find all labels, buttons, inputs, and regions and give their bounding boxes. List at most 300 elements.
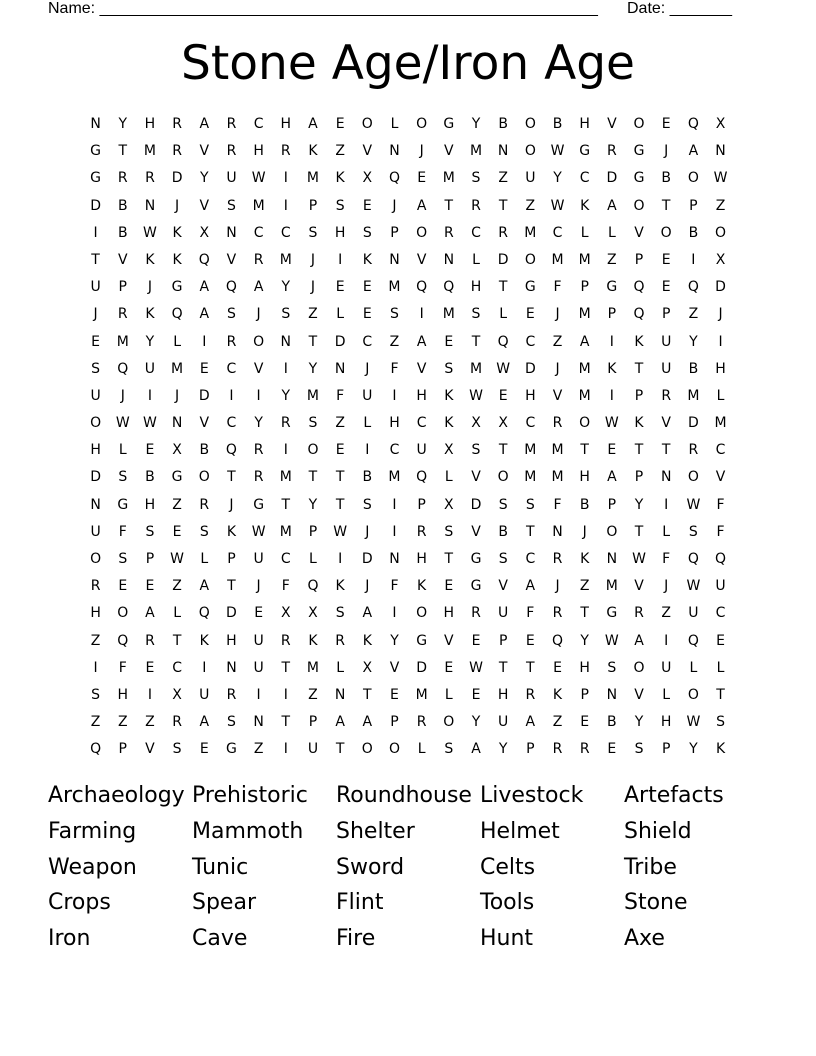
grid-letter: V	[416, 251, 427, 268]
grid-letter: T	[580, 442, 589, 459]
grid-letter: U	[525, 170, 536, 187]
grid-letter: U	[715, 578, 726, 595]
word-list-item: Tribe	[624, 854, 677, 880]
grid-letter: Q	[497, 333, 509, 350]
grid-letter: Y	[471, 116, 481, 132]
grid-letter: M	[442, 170, 455, 187]
word-list-item: Livestock	[480, 783, 584, 808]
grid-letter: O	[687, 686, 699, 703]
grid-letter: E	[553, 659, 562, 676]
grid-letter: C	[525, 333, 536, 350]
grid-row	[82, 519, 734, 546]
grid-letter: F	[336, 387, 345, 404]
grid-row	[82, 682, 734, 709]
grid-letter: C	[172, 659, 182, 676]
grid-letter: O	[90, 551, 102, 567]
grid-letter: C	[525, 415, 536, 432]
grid-letter: P	[607, 306, 617, 323]
grid-letter: M	[306, 170, 319, 187]
grid-letter: P	[634, 469, 644, 486]
grid-letter: W	[713, 170, 728, 187]
grid-letter: R	[443, 224, 454, 241]
grid-letter: A	[335, 714, 345, 731]
grid-letter: X	[715, 116, 726, 132]
grid-letter: Q	[307, 578, 319, 595]
word-list-item: Spear	[192, 890, 256, 916]
grid-letter: R	[280, 143, 291, 160]
grid-letter: U	[253, 551, 264, 567]
grid-letter: G	[470, 578, 482, 595]
grid-letter: M	[524, 442, 537, 459]
grid-letter: X	[444, 442, 454, 459]
grid-letter: W	[115, 415, 130, 432]
grid-letter: Z	[335, 143, 345, 160]
grid-letter: Z	[145, 714, 155, 731]
grid-letter: R	[525, 686, 536, 703]
grid-letter: T	[363, 686, 372, 703]
grid-letter: W	[469, 387, 483, 404]
grid-letter: S	[444, 360, 454, 377]
grid-letter: U	[498, 714, 509, 731]
grid-letter: L	[336, 306, 345, 323]
grid-letter: N	[660, 469, 672, 486]
grid-letter: D	[90, 469, 101, 486]
grid-letter: H	[660, 714, 672, 731]
grid-letter: E	[91, 333, 101, 350]
grid-letter: B	[661, 170, 671, 187]
grid-letter: L	[309, 551, 317, 567]
grid-letter: V	[226, 251, 237, 268]
grid-letter: M	[714, 415, 727, 432]
grid-letter: Z	[552, 333, 563, 350]
grid-row	[82, 546, 734, 573]
grid-letter: F	[281, 578, 290, 595]
grid-letter: A	[416, 197, 427, 214]
grid-letter: O	[361, 741, 373, 758]
grid-letter: D	[334, 333, 346, 350]
grid-letter: O	[443, 714, 455, 731]
grid-letter: O	[90, 415, 102, 432]
grid-letter: S	[444, 741, 454, 758]
word-list-item: Prehistoric	[192, 783, 308, 808]
grid-letter: K	[362, 251, 372, 268]
grid-letter: O	[497, 469, 509, 486]
word-list-item: Weapon	[48, 854, 137, 880]
grid-letter: E	[444, 333, 454, 350]
grid-letter: T	[580, 605, 589, 622]
grid-letter: S	[335, 605, 345, 622]
grid-row	[82, 410, 734, 437]
grid-letter: W	[550, 197, 565, 214]
grid-letter: O	[416, 605, 428, 622]
grid-letter: R	[416, 714, 427, 731]
grid-letter: N	[389, 551, 400, 567]
grid-letter: M	[578, 387, 591, 404]
grid-letter: R	[145, 632, 155, 649]
grid-letter: K	[199, 632, 209, 649]
grid-letter: N	[334, 686, 346, 703]
grid-letter: M	[442, 306, 455, 323]
grid-letter: V	[471, 523, 481, 540]
grid-letter: I	[609, 387, 614, 404]
word-list-item: Sword	[336, 854, 405, 880]
grid-letter: M	[388, 279, 401, 296]
grid-letter: R	[471, 197, 481, 214]
grid-letter: R	[226, 143, 237, 160]
grid-letter: X	[199, 224, 210, 241]
grid-letter: X	[362, 659, 373, 676]
grid-letter: A	[199, 578, 210, 595]
grid-letter: T	[335, 496, 345, 513]
grid-letter: J	[664, 143, 669, 160]
grid-letter: X	[280, 605, 291, 622]
grid-letter: N	[606, 551, 618, 567]
grid-letter: T	[661, 197, 671, 214]
grid-letter: F	[662, 551, 671, 567]
grid-letter: Y	[390, 632, 399, 649]
grid-letter: M	[143, 143, 156, 160]
grid-row	[82, 655, 734, 682]
grid-letter: C	[226, 415, 237, 432]
grid-letter: Z	[117, 714, 128, 731]
grid-letter: E	[335, 279, 345, 296]
grid-letter: M	[687, 387, 700, 404]
grid-letter: Y	[308, 360, 318, 377]
grid-letter: O	[388, 741, 400, 758]
grid-letter: N	[389, 251, 400, 268]
grid-letter: G	[90, 143, 102, 160]
grid-letter: Q	[388, 170, 400, 187]
grid-letter: U	[253, 659, 264, 676]
grid-letter: B	[498, 523, 508, 540]
grid-letter: R	[117, 170, 128, 187]
grid-letter: Q	[416, 469, 428, 486]
grid-letter: V	[661, 415, 671, 432]
grid-letter: U	[661, 360, 672, 377]
grid-letter: B	[552, 116, 563, 132]
grid-letter: Y	[254, 415, 263, 432]
grid-letter: D	[497, 251, 509, 268]
grid-letter: Y	[308, 496, 318, 513]
grid-letter: X	[471, 415, 481, 432]
grid-letter: Q	[225, 442, 237, 459]
grid-letter: M	[306, 387, 319, 404]
grid-letter: Q	[90, 741, 102, 758]
grid-letter: R	[688, 442, 699, 459]
grid-letter: K	[580, 551, 590, 567]
grid-letter: N	[552, 523, 563, 540]
grid-letter: N	[497, 143, 509, 160]
grid-letter: L	[689, 659, 698, 676]
grid-letter: I	[283, 686, 288, 703]
grid-letter: D	[606, 170, 618, 187]
grid-letter: E	[118, 578, 128, 595]
grid-letter: G	[633, 170, 645, 187]
grid-letter: Z	[253, 741, 264, 758]
grid-letter: E	[607, 741, 617, 758]
word-list-item: Artefacts	[624, 783, 724, 808]
grid-letter: B	[688, 224, 699, 241]
grid-letter: M	[524, 224, 537, 241]
grid-letter: L	[580, 224, 589, 241]
grid-letter: L	[173, 605, 181, 622]
grid-letter: P	[308, 714, 318, 731]
grid-letter: Y	[689, 333, 698, 350]
grid-letter: P	[145, 551, 155, 567]
grid-letter: K	[226, 523, 237, 540]
grid-letter: T	[661, 442, 671, 459]
grid-letter: V	[199, 143, 210, 160]
grid-letter: O	[416, 116, 428, 132]
grid-letter: M	[551, 442, 564, 459]
grid-letter: J	[310, 251, 316, 268]
grid-row	[82, 193, 734, 220]
grid-letter: A	[253, 279, 264, 296]
grid-letter: A	[634, 632, 644, 649]
grid-row	[82, 138, 734, 165]
grid-letter: T	[634, 523, 644, 540]
grid-letter: H	[90, 605, 101, 622]
grid-letter: G	[579, 143, 591, 160]
grid-letter: V	[199, 415, 210, 432]
grid-letter: J	[555, 360, 560, 377]
grid-letter: Q	[416, 279, 428, 296]
grid-row	[82, 356, 734, 383]
grid-letter: A	[362, 714, 373, 731]
grid-letter: O	[687, 170, 699, 187]
grid-letter: V	[552, 387, 563, 404]
grid-letter: X	[172, 442, 182, 459]
page-title: Stone Age/Iron Age	[181, 36, 635, 91]
grid-letter: I	[392, 496, 397, 513]
grid-letter: T	[308, 333, 318, 350]
grid-letter: O	[253, 333, 265, 350]
grid-letter: V	[145, 741, 155, 758]
grid-letter: U	[253, 632, 264, 649]
grid-letter: M	[578, 306, 591, 323]
grid-row	[82, 464, 734, 491]
grid-letter: R	[416, 523, 427, 540]
grid-letter: W	[632, 551, 646, 567]
letter-grid	[82, 111, 734, 764]
grid-letter: N	[90, 116, 101, 132]
grid-letter: T	[335, 469, 345, 486]
grid-letter: F	[716, 523, 725, 540]
grid-letter: D	[524, 360, 536, 377]
grid-letter: Z	[715, 197, 726, 214]
grid-letter: F	[118, 659, 127, 676]
grid-letter: U	[307, 741, 319, 758]
grid-letter: S	[471, 170, 481, 187]
grid-letter: M	[524, 469, 537, 486]
grid-letter: V	[444, 632, 454, 649]
grid-letter: K	[634, 333, 644, 350]
grid-letter: H	[525, 387, 536, 404]
word-list-item: Hunt	[480, 926, 534, 952]
grid-letter: P	[417, 496, 426, 513]
grid-letter: R	[172, 116, 182, 132]
grid-letter: T	[335, 741, 345, 758]
grid-letter: O	[117, 605, 129, 622]
grid-letter: V	[471, 469, 481, 486]
word-list-item: Helmet	[480, 818, 560, 844]
grid-letter: L	[363, 415, 372, 432]
grid-letter: S	[227, 714, 236, 731]
grid-letter: W	[604, 632, 619, 649]
grid-letter: L	[417, 741, 426, 758]
grid-letter: Q	[198, 605, 210, 622]
grid-letter: E	[417, 170, 427, 187]
grid-letter: L	[200, 551, 209, 567]
grid-letter: C	[389, 442, 400, 459]
grid-letter: B	[362, 469, 373, 486]
grid-letter: T	[526, 659, 535, 676]
grid-letter: N	[226, 224, 237, 241]
grid-row	[82, 220, 734, 247]
grid-letter: H	[117, 686, 129, 703]
grid-letter: S	[498, 496, 508, 513]
grid-letter: N	[389, 143, 400, 160]
grid-letter: Q	[633, 279, 645, 296]
grid-letter: W	[143, 415, 157, 432]
grid-letter: Y	[689, 741, 698, 758]
grid-letter: J	[120, 387, 125, 404]
grid-letter: O	[524, 143, 536, 160]
grid-letter: T	[498, 197, 508, 214]
grid-letter: P	[634, 387, 644, 404]
grid-letter: N	[226, 659, 237, 676]
grid-letter: P	[390, 224, 399, 241]
grid-letter: W	[333, 523, 348, 540]
grid-letter: G	[606, 605, 618, 622]
grid-letter: V	[416, 360, 427, 377]
grid-letter: Z	[90, 632, 101, 649]
grid-letter: R	[172, 714, 182, 731]
grid-letter: A	[525, 578, 536, 595]
grid-letter: M	[605, 578, 618, 595]
grid-letter: G	[171, 279, 183, 296]
grid-letter: H	[579, 659, 590, 676]
grid-letter: G	[90, 170, 102, 187]
grid-letter: M	[578, 251, 591, 268]
grid-letter: M	[469, 360, 483, 377]
grid-letter: E	[335, 116, 345, 132]
grid-letter: A	[145, 605, 155, 622]
grid-letter: E	[661, 279, 671, 296]
word-list-item: Crops	[48, 890, 111, 916]
grid-letter: A	[471, 741, 481, 758]
grid-letter: D	[470, 496, 482, 513]
grid-letter: F	[390, 578, 399, 595]
grid-letter: T	[91, 251, 100, 268]
grid-letter: B	[199, 442, 210, 459]
grid-letter: S	[199, 523, 209, 540]
grid-letter: M	[388, 469, 401, 486]
grid-letter: V	[389, 659, 400, 676]
grid-letter: T	[281, 714, 291, 731]
grid-letter: K	[607, 360, 617, 377]
grid-letter: W	[686, 714, 701, 731]
grid-letter: T	[308, 469, 318, 486]
grid-letter: Z	[172, 496, 182, 513]
grid-letter: I	[609, 333, 614, 350]
grid-letter: J	[365, 523, 370, 540]
grid-letter: Z	[525, 197, 536, 214]
grid-row	[82, 628, 734, 655]
grid-letter: V	[117, 251, 128, 268]
grid-letter: Q	[117, 360, 129, 377]
grid-letter: L	[607, 224, 616, 241]
grid-letter: R	[280, 415, 291, 432]
word-list-item: Tunic	[192, 854, 249, 880]
grid-letter: O	[633, 116, 645, 132]
grid-letter: E	[362, 279, 372, 296]
grid-letter: K	[444, 415, 454, 432]
grid-letter: S	[525, 496, 535, 513]
grid-letter: W	[170, 551, 185, 567]
word-list-item: Shield	[624, 818, 692, 844]
grid-letter: I	[283, 170, 288, 187]
grid-letter: T	[227, 469, 236, 486]
grid-letter: O	[715, 224, 727, 241]
grid-letter: O	[633, 659, 645, 676]
word-list-item: Roundhouse	[336, 783, 472, 808]
grid-letter: R	[145, 170, 155, 187]
grid-letter: N	[334, 360, 346, 377]
grid-letter: B	[688, 360, 699, 377]
grid-letter: U	[661, 659, 672, 676]
grid-letter: V	[607, 116, 617, 132]
grid-letter: I	[202, 659, 207, 676]
grid-letter: R	[253, 442, 264, 459]
grid-letter: U	[90, 279, 101, 296]
grid-letter: M	[279, 251, 292, 268]
grid-letter: L	[444, 469, 453, 486]
grid-letter: X	[362, 170, 373, 187]
grid-letter: S	[145, 523, 155, 540]
grid-row	[82, 573, 734, 600]
grid-letter: K	[715, 741, 726, 758]
grid-letter: A	[607, 469, 617, 486]
grid-letter: I	[392, 523, 397, 540]
grid-letter: R	[661, 387, 672, 404]
grid-letter: N	[90, 496, 101, 513]
grid-letter: G	[226, 741, 237, 758]
grid-letter: D	[715, 279, 726, 296]
grid-letter: H	[90, 442, 101, 459]
grid-letter: L	[118, 442, 127, 459]
grid-letter: P	[526, 741, 535, 758]
grid-letter: H	[334, 224, 346, 241]
grid-letter: F	[553, 279, 562, 296]
grid-letter: C	[715, 605, 726, 622]
grid-letter: J	[365, 578, 370, 595]
grid-letter: T	[526, 523, 535, 540]
grid-letter: A	[607, 197, 617, 214]
grid-letter: X	[498, 415, 508, 432]
grid-letter: X	[172, 686, 182, 703]
grid-letter: B	[145, 469, 155, 486]
date-field: Date: _______	[627, 0, 732, 17]
grid-letter: W	[550, 143, 565, 160]
grid-letter: E	[362, 306, 372, 323]
grid-letter: T	[471, 333, 481, 350]
grid-letter: T	[716, 686, 725, 703]
grid-letter: G	[524, 279, 536, 296]
grid-letter: Z	[90, 714, 101, 731]
grid-letter: C	[416, 415, 427, 432]
grid-letter: M	[279, 469, 292, 486]
